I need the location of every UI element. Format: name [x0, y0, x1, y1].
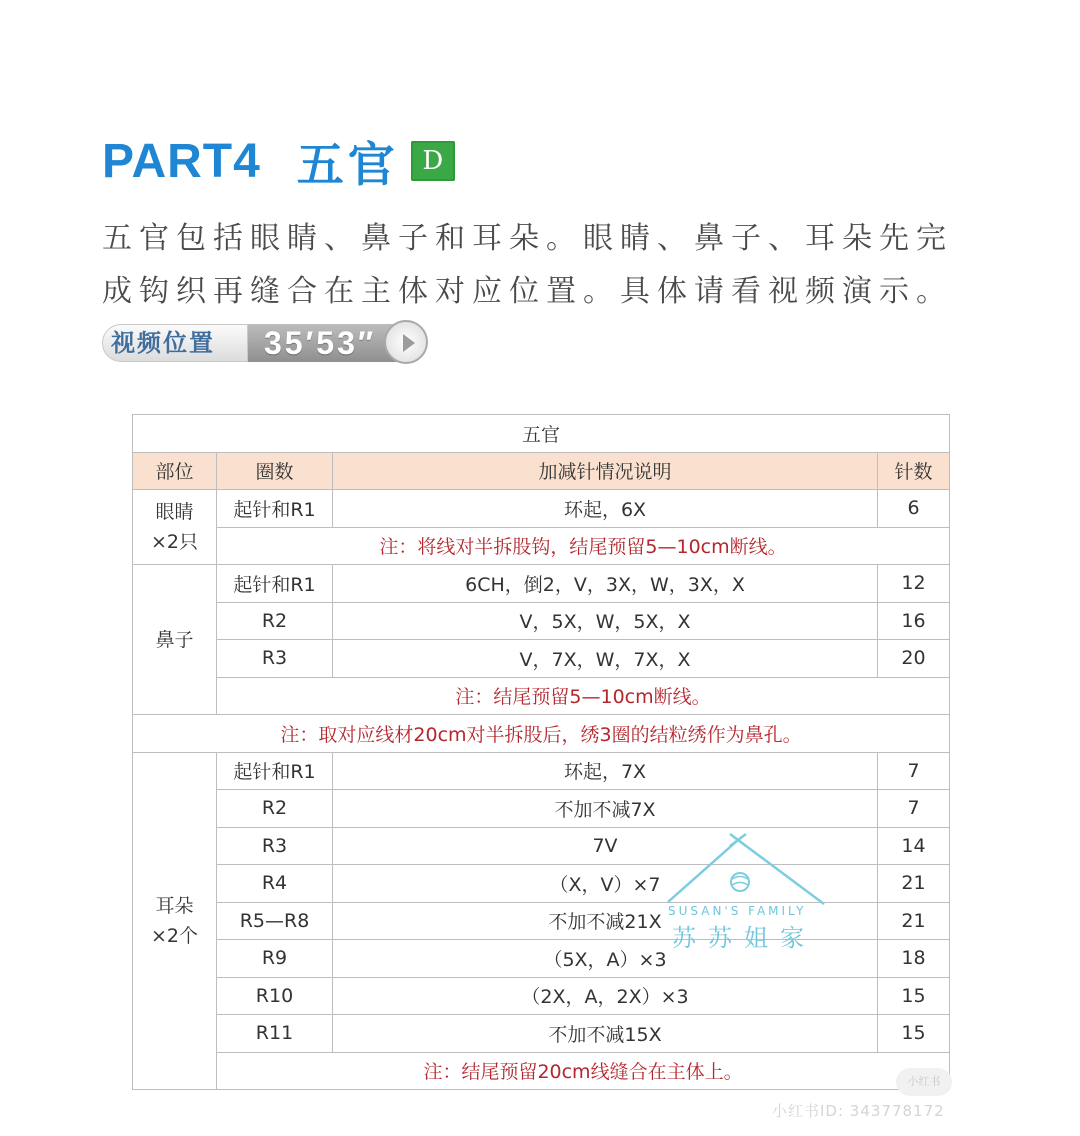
count-cell: 21	[878, 865, 950, 903]
count-cell: 6	[878, 490, 950, 528]
count-cell: 15	[878, 977, 950, 1015]
part-cell-nose: 鼻子	[133, 565, 217, 715]
count-cell: 20	[878, 640, 950, 678]
table-title: 五官	[133, 415, 950, 453]
count-cell: 16	[878, 602, 950, 640]
description-cell: （2X，A，2X）×3	[333, 977, 878, 1015]
count-cell: 21	[878, 902, 950, 940]
round-cell: 起针和R1	[217, 752, 333, 790]
round-cell: R2	[217, 602, 333, 640]
count-cell: 18	[878, 940, 950, 978]
header-description: 加减针情况说明	[333, 452, 878, 490]
corner-logo: 小红书	[896, 1068, 952, 1096]
table-row	[133, 602, 950, 640]
table-row	[133, 940, 950, 978]
note-row	[133, 715, 950, 753]
round-cell: R11	[217, 1015, 333, 1053]
table-row	[133, 865, 950, 903]
note-row	[133, 527, 950, 565]
count-cell: 14	[878, 827, 950, 865]
round-cell: R3	[217, 827, 333, 865]
table-row	[133, 565, 950, 603]
watermark-english: SUSAN'S FAMILY	[668, 904, 807, 918]
note-cell: 注：结尾预留20cm线缝合在主体上。	[217, 1052, 950, 1090]
header-count: 针数	[878, 452, 950, 490]
note-row	[133, 677, 950, 715]
watermark-chinese: 苏苏姐家	[672, 924, 816, 952]
table-row	[133, 790, 950, 828]
intro-line: 五官包括眼睛、鼻子和耳朵。眼睛、鼻子、耳朵先完	[102, 221, 953, 256]
part-quantity: ×2个	[150, 924, 198, 947]
part-quantity: ×2只	[150, 531, 198, 553]
description-cell: V，5X，W，5X，X	[333, 602, 878, 640]
section-heading	[102, 126, 455, 196]
table-row	[133, 977, 950, 1015]
part-name: 眼睛	[155, 501, 194, 523]
part-number: PART4	[102, 134, 261, 188]
play-icon[interactable]	[384, 320, 428, 364]
round-cell: R2	[217, 790, 333, 828]
round-cell: R4	[217, 865, 333, 903]
count-cell: 7	[878, 790, 950, 828]
table-row	[133, 752, 950, 790]
table-row	[133, 490, 950, 528]
note-cell: 注：结尾预留5—10cm断线。	[217, 677, 950, 715]
video-position-label: 视频位置	[102, 324, 248, 362]
description-cell: 7V	[333, 827, 878, 865]
intro-line: 成钩织再缝合在主体对应位置。具体请看视频演示。	[102, 274, 953, 309]
part-cell-ears	[133, 752, 217, 1090]
table-row	[133, 902, 950, 940]
table-row	[133, 827, 950, 865]
count-cell: 15	[878, 1015, 950, 1053]
description-cell: 不加不减15X	[333, 1015, 878, 1053]
count-cell: 7	[878, 752, 950, 790]
description-cell: 环起，6X	[333, 490, 878, 528]
description-cell: 不加不减21X	[333, 902, 878, 940]
header-round: 圈数	[217, 452, 333, 490]
intro-paragraph	[102, 212, 1002, 318]
description-cell: V，7X，W，7X，X	[333, 640, 878, 678]
d-badge: D	[411, 141, 455, 181]
table-row	[133, 640, 950, 678]
video-timestamp: 35′53″	[248, 324, 398, 362]
section-title: 五官	[296, 137, 399, 193]
header-part: 部位	[133, 452, 217, 490]
features-table	[132, 414, 950, 1090]
video-position-pill[interactable]	[102, 320, 432, 366]
table-row	[133, 1015, 950, 1053]
description-cell: 不加不减7X	[333, 790, 878, 828]
description-cell: （X，V）×7	[333, 865, 878, 903]
round-cell: 起针和R1	[217, 490, 333, 528]
round-cell: R10	[217, 977, 333, 1015]
note-cell-full: 注：取对应线材20cm对半拆股后，绣3圈的结粒绣作为鼻孔。	[133, 715, 950, 753]
description-cell: 6CH，倒2，V，3X，W，3X，X	[333, 565, 878, 603]
note-row	[133, 1052, 950, 1090]
round-cell: 起针和R1	[217, 565, 333, 603]
round-cell: R5—R8	[217, 902, 333, 940]
note-cell: 注：将线对半拆股钩，结尾预留5—10cm断线。	[217, 527, 950, 565]
description-cell: 环起，7X	[333, 752, 878, 790]
round-cell: R3	[217, 640, 333, 678]
description-cell: （5X，A）×3	[333, 940, 878, 978]
part-cell-eyes	[133, 490, 217, 565]
count-cell: 12	[878, 565, 950, 603]
footer-id: 小红书ID: 343778172	[772, 1102, 945, 1120]
round-cell: R9	[217, 940, 333, 978]
part-name: 耳朵	[155, 894, 194, 917]
